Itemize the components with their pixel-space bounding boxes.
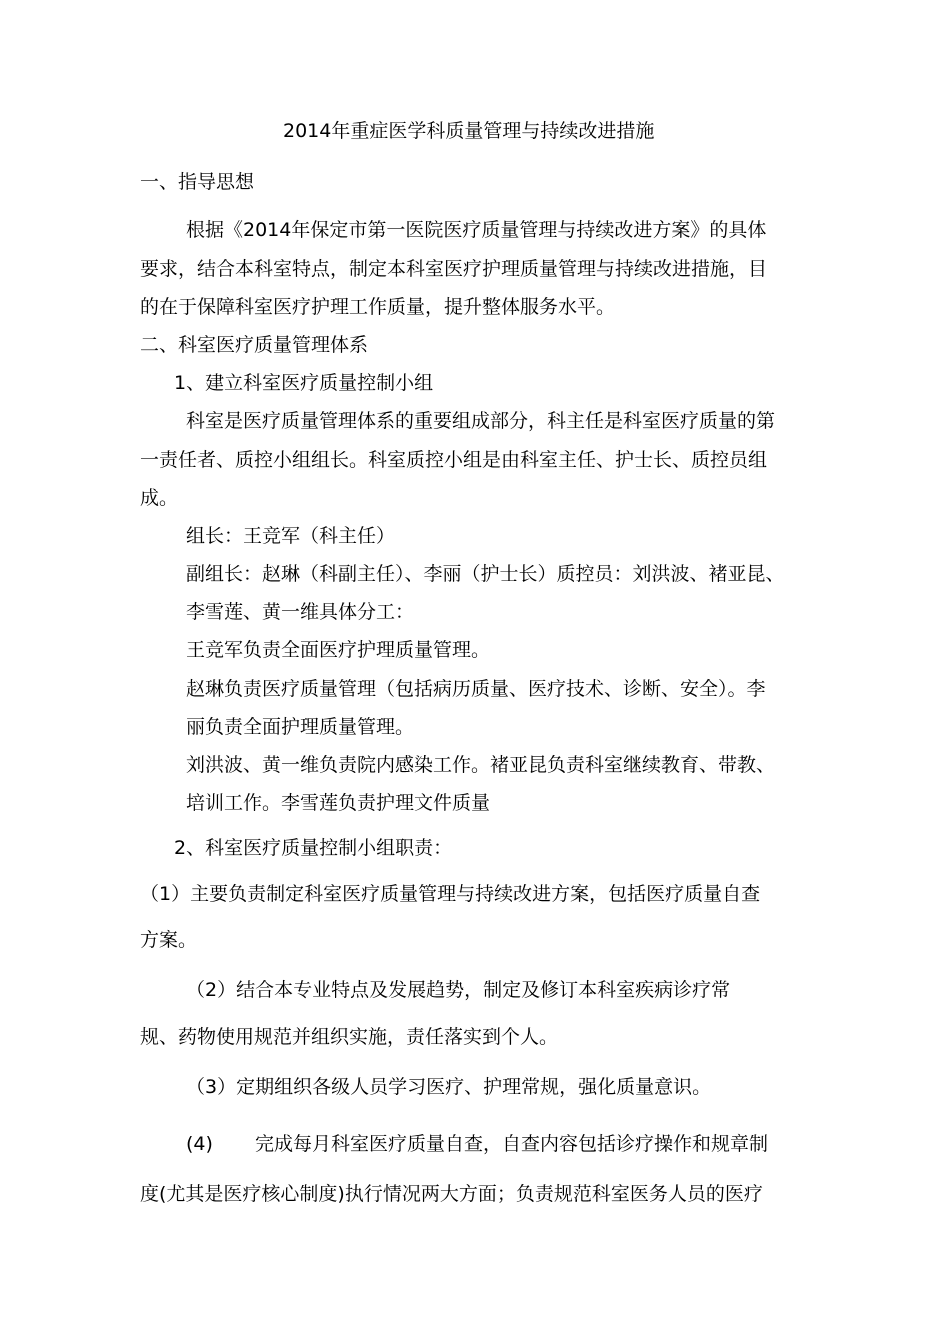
section1-para-line: 根据《2014年保定市第一医院医疗质量管理与持续改进方案》的具体 — [186, 219, 767, 241]
duty-item-4: 完成每月科室医疗质量自查，自查内容包括诊疗操作和规章制 — [255, 1133, 769, 1155]
duty-item-4-number: (4) — [186, 1133, 213, 1155]
duty-item-4-cont: 度(尤其是医疗核心制度)执行情况两大方面；负责规范科室医务人员的医疗 — [140, 1183, 763, 1205]
member-line: 培训工作。李雪莲负责护理文件质量 — [186, 792, 491, 814]
member-line: 李雪莲、黄一维具体分工： — [186, 601, 415, 623]
section1-heading: 一、指导思想 — [140, 171, 255, 193]
member-line: 王竞军负责全面医疗护理质量管理。 — [186, 639, 491, 661]
member-line: 刘洪波、黄一维负责院内感染工作。褚亚昆负责科室继续教育、带教、 — [186, 754, 776, 776]
section2-heading: 二、科室医疗质量管理体系 — [140, 334, 369, 356]
sub2-heading: 2、科室医疗质量控制小组职责： — [174, 837, 453, 859]
document-title: 2014年重症医学科质量管理与持续改进措施 — [283, 120, 655, 142]
duty-item-1-cont: 方案。 — [140, 929, 198, 951]
member-line: 副组长：赵琳（科副主任）、李丽（护士长）质控员：刘洪波、褚亚昆、 — [186, 563, 785, 585]
sub1-para-line: 一责任者、质控小组组长。科室质控小组是由科室主任、护士长、质控员组 — [140, 449, 768, 471]
section1-para-line: 要求，结合本科室特点，制定本科室医疗护理质量管理与持续改进措施，目 — [140, 258, 768, 280]
duty-item-3: （3）定期组织各级人员学习医疗、护理常规，强化质量意识。 — [186, 1076, 712, 1098]
duty-item-2-cont: 规、药物使用规范并组织实施，责任落实到个人。 — [140, 1026, 559, 1048]
member-line: 丽负责全面护理质量管理。 — [186, 716, 415, 738]
member-line: 组长：王竞军（科主任） — [186, 525, 396, 547]
sub1-heading: 1、建立科室医疗质量控制小组 — [174, 372, 434, 394]
section1-para-line: 的在于保障科室医疗护理工作质量，提升整体服务水平。 — [140, 296, 616, 318]
duty-item-2: （2）结合本专业特点及发展趋势，制定及修订本科室疾病诊疗常 — [186, 979, 731, 1001]
duty-item-1: （1）主要负责制定科室医疗质量管理与持续改进方案，包括医疗质量自查 — [140, 883, 761, 905]
member-line: 赵琳负责医疗质量管理（包括病历质量、医疗技术、诊断、安全）。李 — [186, 678, 766, 700]
sub1-para-line: 成。 — [140, 487, 179, 509]
sub1-para-line: 科室是医疗质量管理体系的重要组成部分，科主任是科室医疗质量的第 — [186, 410, 776, 432]
